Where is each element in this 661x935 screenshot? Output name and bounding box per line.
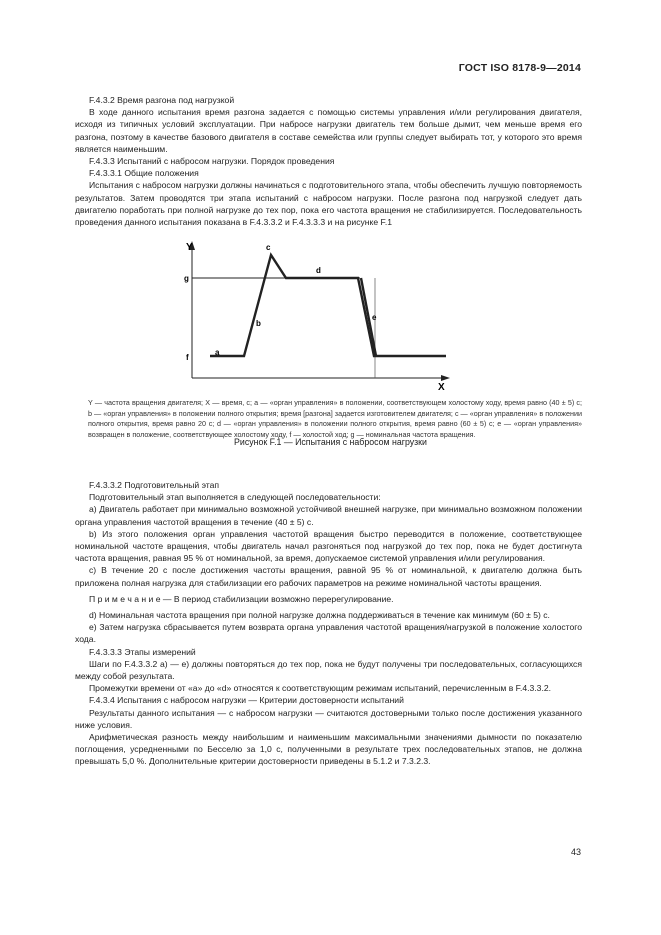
paragraph: d) Номинальная частота вращения при полной нагрузке должна поддерживаться в течение как минимум (60 ± 5) с. (89, 610, 550, 621)
paragraph: Шаги по F.4.3.3.2 а) — е) должны повторяться до тех пор, пока не будут получены три последовательных, согласующихся между собой результата. (75, 658, 582, 682)
paragraph: F.4.3.4 Испытания с набросом нагрузки — Критерии достоверности испытаний (89, 695, 404, 706)
paragraph: Промежутки времени от «a» до «d» относятся к соответствующим режимам испытаний, перечисленным в F.4.3.3.2. (89, 683, 552, 694)
bottom-text-block (75, 479, 582, 768)
label-e: e (372, 313, 377, 322)
paragraph: Подготовительный этап выполняется в следующей последовательности: (89, 492, 381, 503)
paragraph: F.4.3.3.3 Этапы измерений (89, 646, 196, 657)
note-label: П р и м е ч а н и е (89, 593, 161, 604)
paragraph: b) Из этого положения орган управления частотой вращения быстро переводится в положение, соответствующее номинальной частоте вращения, чтобы двигатель начал разгоняться под нагрузкой до тех пор, пока не будет достигнута частота вращения, равная 95 % от номинальной, за время, допускаемое системой управления и/или регулирования. (75, 528, 582, 564)
page-number: 43 (570, 847, 581, 857)
label-f: f (186, 353, 189, 362)
label-b: b (256, 319, 261, 328)
paragraph: F.4.3.3.1 Общие положения (89, 168, 199, 179)
paragraph: e) Затем нагрузка сбрасывается путем возврата органа управления частотой вращения/нагрузкой в положение холостого хода. (75, 622, 582, 645)
paragraph: c) В течение 20 с после достижения частоты вращения, равной 95 % от номинальной, к двигателю должна быть приложена полная нагрузка для стабилизации его рабочих параметров на режиме номинальной частоты вращения. (75, 565, 582, 588)
label-g: g (184, 274, 189, 283)
figure-caption: Рисунок F.1 — Испытания с набросом нагрузки (234, 437, 427, 447)
paragraph: F.4.3.3.2 Подготовительный этап (89, 480, 220, 490)
paragraph: Арифметическая разность между наибольшим и наименьшим максимальными значениями дымности по показателю поглощения, усредненными по Бесселю за 1,0 с, полученными в результате трех последовательных этапов, не должна превышать 5,0 %. Дополнительные критерии достоверности приведены в 5.1.2 и 7.3.2.3. (75, 732, 582, 767)
x-axis-arrow (441, 375, 450, 381)
paragraph: F.4.3.2 Время разгона под нагрузкой (89, 95, 235, 105)
document-header: ГОСТ ISO 8178-9—2014 (458, 62, 581, 74)
figure-legend: Y — частота вращения двигателя; X — время, с; a — «орган управления» в положении, соответствующем холостому ходу, время равно (40 ± 5) с; b — «орган управления» в положении полного открытия; время [разгона] задается изготовителем двигателя; c — «орган управления» в положении полного открытия, время равно 20 с; d — «орган управления» в положении полного открытия, время равно (60 ± 5) с; e — «орган управления» возвращен в положение, соответствующее холостому ходу, f — холостой ход; g — номинальная частота вращения. (88, 398, 582, 439)
paragraph (75, 593, 582, 605)
label-d: d (316, 266, 321, 275)
paragraph: Результаты данного испытания — с набросом нагрузки — считаются достоверными только после достижения указанного ниже условия. (75, 707, 582, 730)
paragraph: F.4.3.3 Испытаний с набросом нагрузки. Порядок проведения (89, 156, 335, 167)
top-text-block (75, 94, 582, 228)
label-c: c (266, 243, 271, 252)
paragraph: a) Двигатель работает при минимально возможной устойчивой внешней нагрузке, при минимально возможном положении органа управления частотой вращения в течение (40 ± 5) с. (75, 504, 582, 527)
y-axis-label: Y (186, 242, 193, 253)
x-axis-label: X (438, 382, 445, 393)
paragraph: В ходе данного испытания время разгона задается с помощью системы управления и/или регулирования двигателя, исходя из типичных условий эксплуатации. При набросе нагрузки двигатель тем больше дымит, чем меньше время его разгона, поэтому в качестве базового двигателя в составе семейства или группы следует выбирать тот, у которого это время является наименьшим. (75, 107, 582, 154)
speed-curve (210, 255, 446, 356)
load-acceptance-figure (172, 238, 462, 393)
note-text: — В период стабилизации возможно перерегулирование. (160, 593, 394, 604)
label-a: a (215, 348, 220, 357)
paragraph: Испытания с набросом нагрузки должны начинаться с подготовительного этапа, чтобы обеспечить лучшую повторяемость результатов. Затем проводятся три этапа испытаний с набросом нагрузки. После разгона под нагрузкой следует дать двигателю поработать при полной нагрузке до тех пор, пока его частота вращения не стабилизируется. Последовательность проведения данного испытания показана в F.4.3.3.2 и F.4.3.3.3 и на рисунке F.1 (75, 180, 582, 228)
